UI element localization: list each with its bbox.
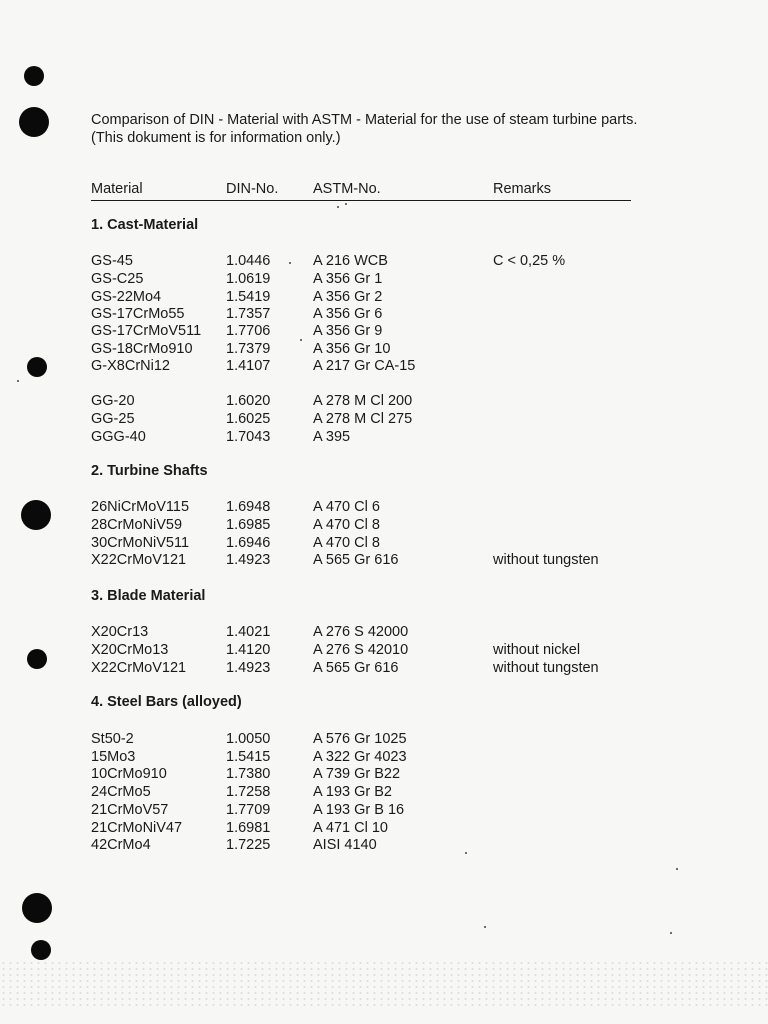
cell-din: 1.4021 [226,624,271,640]
scan-speck [676,868,678,870]
table-row [91,783,651,801]
cell-material: 15Mo3 [91,749,136,765]
cell-astm: A 356 Gr 6 [313,306,383,322]
cell-material: 26NiCrMoV115 [91,499,190,515]
scan-speck [17,380,19,382]
cell-din: 1.7706 [226,323,271,339]
scan-noise-band [0,960,768,1010]
cell-material: 24CrMo5 [91,784,151,800]
cell-astm: AISI 4140 [313,837,377,853]
section-title: 3. Blade Material [91,588,206,604]
table-row [91,392,651,410]
cell-material: 28CrMoNiV59 [91,517,183,533]
cell-astm: A 576 Gr 1025 [313,731,407,747]
table-row [91,641,651,659]
punch-hole [31,940,51,960]
cell-astm: A 193 Gr B 16 [313,802,405,818]
cell-material: X22CrMoV121 [91,552,187,568]
cell-astm: A 470 Cl 8 [313,535,380,551]
cell-material: GG-25 [91,411,135,427]
scan-speck [484,926,486,928]
cell-din: 1.6985 [226,517,271,533]
cell-material: 42CrMo4 [91,837,151,853]
section-title: 1. Cast-Material [91,217,199,233]
table-row [91,252,651,270]
cell-material: 21CrMoNiV47 [91,820,183,836]
cell-din: 1.6981 [226,820,271,836]
section-title: 2. Turbine Shafts [91,463,208,479]
header-subtitle: (This dokument is for information only.) [91,130,341,146]
table-row [91,288,651,306]
column-header-din: DIN-No. [226,181,279,197]
cell-remarks: without tungsten [493,660,599,676]
cell-astm: A 470 Cl 8 [313,517,380,533]
cell-remarks: C < 0,25 % [493,253,566,269]
punch-hole [24,66,44,86]
table-row [91,357,651,375]
cell-astm: A 356 Gr 10 [313,341,391,357]
scan-speck [337,206,339,208]
cell-material: GS-17CrMoV511 [91,323,202,339]
cell-astm: A 278 M Cl 200 [313,393,413,409]
table-row [91,765,651,783]
cell-din: 1.4107 [226,358,271,374]
punch-hole [27,357,47,377]
table-row [91,623,651,641]
cell-material: 10CrMo910 [91,766,167,782]
cell-astm: A 356 Gr 1 [313,271,383,287]
cell-material: G-X8CrNi12 [91,358,170,374]
cell-din: 1.7709 [226,802,271,818]
cell-astm: A 278 M Cl 275 [313,411,413,427]
cell-din: 1.7258 [226,784,271,800]
cell-material: GS-18CrMo910 [91,341,193,357]
table-row [91,801,651,819]
table-row [91,322,651,340]
cell-din: 1.7357 [226,306,271,322]
scan-speck [670,932,672,934]
cell-material: St50-2 [91,731,134,747]
table-row [91,270,651,288]
cell-astm: A 395 [313,429,351,445]
cell-astm: A 356 Gr 9 [313,323,383,339]
document-header [91,111,731,147]
cell-din: 1.5419 [226,289,271,305]
cell-astm: A 276 S 42000 [313,624,409,640]
cell-din: 1.0446 [226,253,271,269]
cell-din: 1.0619 [226,271,271,287]
cell-material: X20CrMo13 [91,642,169,658]
cell-astm: A 471 Cl 10 [313,820,388,836]
column-header-material: Material [91,181,143,197]
table-column-headers [91,181,631,201]
cell-material: GGG-40 [91,429,146,445]
cell-material: GS-17CrMo55 [91,306,185,322]
punch-hole [19,107,49,137]
cell-material: GS-22Mo4 [91,289,162,305]
cell-material: 21CrMoV57 [91,802,169,818]
cell-material: X22CrMoV121 [91,660,187,676]
cell-astm: A 356 Gr 2 [313,289,383,305]
cell-din: 1.7225 [226,837,271,853]
table-row [91,836,651,854]
table-row [91,305,651,323]
header-title: Comparison of DIN - Material with ASTM - Material for the use of steam turbine parts. [91,112,638,128]
section-title: 4. Steel Bars (alloyed) [91,694,242,710]
cell-astm: A 322 Gr 4023 [313,749,407,765]
cell-din: 1.4120 [226,642,271,658]
column-header-astm: ASTM-No. [313,181,381,197]
cell-din: 1.7043 [226,429,271,445]
punch-hole [27,649,47,669]
cell-material: GG-20 [91,393,135,409]
table-row [91,410,651,428]
cell-astm: A 739 Gr B22 [313,766,401,782]
cell-astm: A 565 Gr 616 [313,552,399,568]
table-row [91,748,651,766]
cell-remarks: without tungsten [493,552,599,568]
cell-material: GS-45 [91,253,133,269]
table-row [91,516,651,534]
table-row [91,730,651,748]
cell-din: 1.4923 [226,660,271,676]
cell-remarks: without nickel [493,642,581,658]
table-row [91,498,651,516]
table-row [91,534,651,552]
cell-astm: A 216 WCB [313,253,388,269]
cell-din: 1.6025 [226,411,271,427]
cell-material: X20Cr13 [91,624,149,640]
cell-din: 1.0050 [226,731,271,747]
cell-din: 1.5415 [226,749,271,765]
table-row [91,819,651,837]
cell-din: 1.4923 [226,552,271,568]
table-row [91,659,651,677]
scan-speck [345,203,347,205]
cell-material: GS-C25 [91,271,144,287]
table-row [91,428,651,446]
column-header-remarks: Remarks [493,181,552,197]
cell-material: 30CrMoNiV511 [91,535,190,551]
cell-din: 1.6948 [226,499,271,515]
cell-din: 1.7380 [226,766,271,782]
punch-hole [21,500,51,530]
table-row [91,551,651,569]
cell-din: 1.6020 [226,393,271,409]
cell-astm: A 276 S 42010 [313,642,409,658]
cell-astm: A 470 Cl 6 [313,499,380,515]
table-row [91,340,651,358]
punch-hole [22,893,52,923]
cell-astm: A 565 Gr 616 [313,660,399,676]
cell-din: 1.7379 [226,341,271,357]
cell-din: 1.6946 [226,535,271,551]
cell-astm: A 217 Gr CA-15 [313,358,416,374]
cell-astm: A 193 Gr B2 [313,784,392,800]
